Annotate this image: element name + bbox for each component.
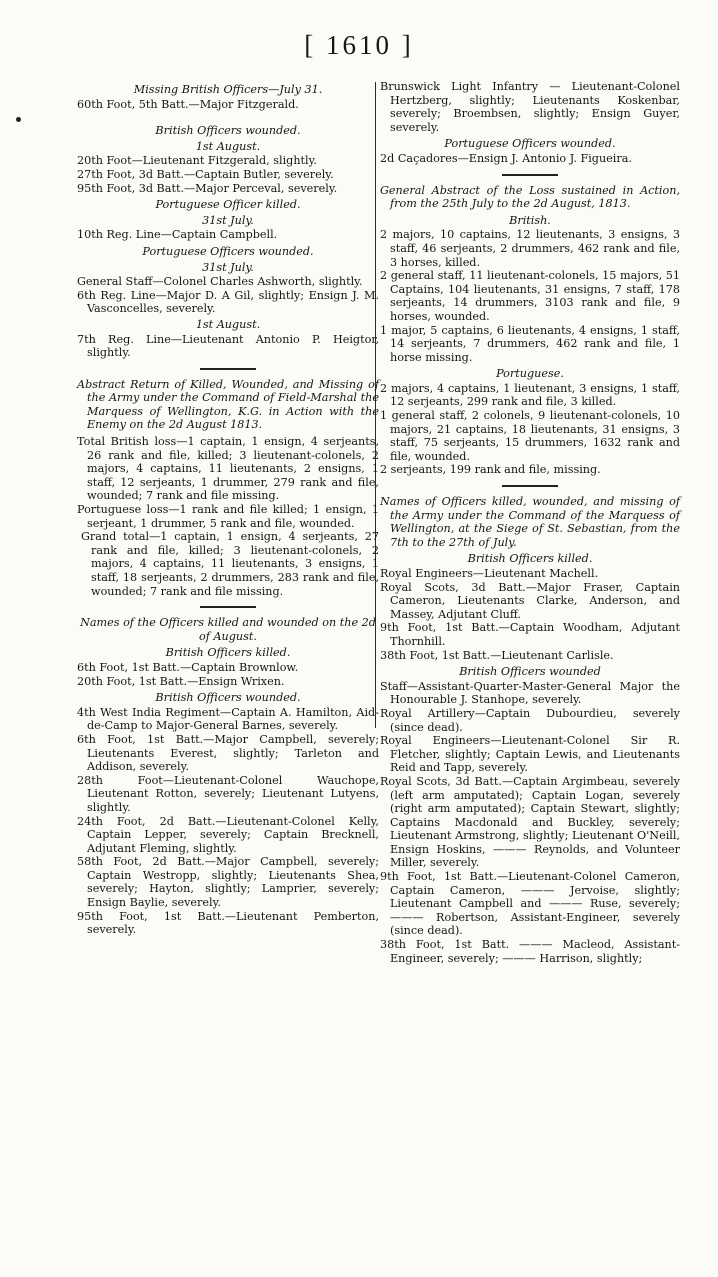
- margin-dot: [16, 117, 21, 122]
- date-heading: 1st August.: [195, 139, 261, 153]
- portuguese-loss: Portuguese loss—1 rank and file killed; 1 ensign, 1 serjeant, 1 drummer, 5 rank and file, wounded.: [77, 503, 379, 530]
- list-item: 2 majors, 10 captains, 12 lieutenants, 3 ensigns, 3 staff, 46 serjeants, 2 drummers, 462 rank and file, 3 horses, killed.: [380, 228, 680, 269]
- list-item: Royal Engineers—Lieutenant Machell.: [380, 567, 599, 580]
- list-item: 95th Foot, 3d Batt.—Major Perceval, severely.: [77, 181, 338, 195]
- list-item: 20th Foot, 1st Batt.—Ensign Wrixen.: [77, 674, 285, 688]
- list-item: General Staff—Colonel Charles Ashworth, slightly.: [77, 275, 363, 289]
- list-item: 1 major, 5 captains, 6 lieutenants, 4 ensigns, 1 staff, 14 serjeants, 7 drummers, 462 rank and file, 1 horse missing.: [380, 323, 680, 364]
- list-item: Royal Scots, 3d Batt.—Captain Argimbeau, severely (left arm amputated); Captain Logan, severely (right arm amputated); Captain Stewart, slightly; Captains Macdonald and Buckley, severely; Lieutenant Armstrong, slightly; Lieutenant O'Neill, Ensign Hoskins, ——— Reynolds, and Volunteer Miller, severely.: [380, 774, 680, 870]
- list-item: 6th Foot, 1st Batt.—Captain Brownlow.: [77, 660, 299, 674]
- list-item: 9th Foot, 1st Batt.—Captain Woodham, Adjutant Thornhill.: [380, 621, 680, 648]
- wounded-heading: British Officers wounded.: [155, 124, 301, 138]
- list-item: 27th Foot, 3d Batt.—Captain Butler, severely.: [77, 167, 334, 181]
- british-killed-heading: British Officers killed.: [165, 646, 291, 660]
- port-killed-heading: Portuguese Officer killed.: [155, 198, 301, 212]
- port-wounded-heading: Portuguese Officers wounded.: [142, 244, 314, 258]
- list-item: Royal Artillery—Captain Dubourdieu, severely (since dead).: [380, 706, 680, 734]
- british-heading: British.: [509, 213, 551, 227]
- list-item: 7th Reg. Line—Lieutenant Antonio P. Heigtor, slightly.: [77, 332, 379, 360]
- list-item: 1 general staff, 2 colonels, 9 lieutenant-colonels, 10 majors, 21 captains, 18 lieutenants, 31 ensigns, 3 staff, 75 serjeants, 15 drummers, 1632 rank and file, wounded.: [380, 409, 680, 463]
- list-item: 2 serjeants, 199 rank and file, missing.: [380, 463, 601, 477]
- siege-heading: Names of Officers killed, wounded, and missing of the Army under the Command of the Marquess of Wellington, at the Siege of St. Sebastian, from the 7th to the 27th of July.: [380, 495, 680, 549]
- date-heading: 1st August.: [195, 317, 261, 331]
- date-heading: 31st July.: [202, 260, 254, 274]
- missing-heading: Missing British Officers—July 31.: [133, 83, 323, 96]
- grand-total: Grand total—1 captain, 1 ensign, 4 serjeants, 27 rank and file, killed; 3 lieutenant-colonels, 2 majors, 4 captains, 11 lieutenants, 3 ensigns, 1 staff, 18 serjeants, 2 drummers, 283 rank and file, wounded; 7 rank and file missing.: [81, 530, 379, 598]
- list-item: 2 general staff, 11 lieutenant-colonels, 15 majors, 51 Captains, 104 lieutenants, 31 ensigns, 7 staff, 178 serjeants, 14 drummers, 3103 rank and file, 9 horses, wounded.: [380, 269, 680, 323]
- section-rule: [200, 606, 256, 608]
- siege-wounded-heading: British Officers wounded: [459, 665, 601, 679]
- section-rule: [502, 485, 558, 487]
- list-item: 38th Foot, 1st Batt. ——— Macleod, Assistant-Engineer, severely; ——— Harrison, slightly;: [380, 938, 680, 965]
- date-heading: 31st July.: [202, 213, 254, 227]
- list-item: 95th Foot, 1st Batt.—Lieutenant Pemberton, severely.: [77, 909, 379, 937]
- list-item: 6th Foot, 1st Batt.—Major Campbell, severely; Lieutenants Everest, slightly; Tarleton and Addison, severely.: [77, 732, 379, 774]
- list-item: 2 majors, 4 captains, 1 lieutenant, 3 ensigns, 1 staff, 12 serjeants, 299 rank and file, 3 killed.: [380, 381, 680, 409]
- siege-killed-heading: British Officers killed.: [467, 552, 593, 566]
- left-column: [77, 80, 379, 937]
- list-item: 10th Reg. Line—Captain Campbell.: [77, 228, 278, 242]
- british-wounded-heading: British Officers wounded.: [155, 691, 301, 705]
- portuguese-heading: Portuguese.: [496, 367, 564, 381]
- list-item: 6th Reg. Line—Major D. A Gil, slightly; Ensign J. M. Vasconcelles, severely.: [77, 288, 379, 316]
- port-wounded-heading: Portuguese Officers wounded.: [444, 137, 616, 151]
- list-item: 20th Foot—Lieutenant Fitzgerald, slightly.: [77, 154, 317, 168]
- brunswick-entry: Brunswick Light Infantry — Lieutenant-Colonel Hertzberg, slightly; Lieutenants Koskenbar, severely; Broembsen, slightly; Ensign Guyer, severely.: [380, 80, 680, 134]
- right-column: [380, 80, 680, 965]
- page-number: [ 1610 ]: [304, 30, 414, 60]
- section-rule: [200, 368, 256, 370]
- list-item: 38th Foot, 1st Batt.—Lieutenant Carlisle.: [380, 648, 614, 662]
- total-british-loss: Total British loss—1 captain, 1 ensign, 4 serjeants, 26 rank and file, killed; 3 lieutenant-colonels, 2 majors, 4 captains, 11 lieutenants, 2 ensigns, 1 staff, 12 serjeants, 1 drummer, 279 rank and file, wounded; 7 rank and file missing.: [77, 435, 379, 503]
- list-item: Royal Scots, 3d Batt.—Major Fraser, Captain Cameron, Lieutenants Clarke, Anderson, and Massey, Adjutant Cluff.: [380, 580, 680, 621]
- list-item: 9th Foot, 1st Batt.—Lieutenant-Colonel Cameron, Captain Cameron, ——— Jervoise, slightly; Lieutenant Campbell and ——— Ruse, severely; ——— Robertson, Assistant-Engineer, severely (since dead).: [380, 870, 680, 938]
- list-item: 58th Foot, 2d Batt.—Major Campbell, severely; Captain Westropp, slightly; Lieutenants Shea, severely; Hayton, slightly; Lamprier, severely; Ensign Baylie, severely.: [77, 855, 379, 910]
- list-item: Staff—Assistant-Quarter-Master-General Major the Honourable J. Stanhope, severely.: [380, 679, 680, 707]
- general-abstract-heading: General Abstract of the Loss sustained in Action, from the 25th July to the 2d August, 1813.: [380, 183, 680, 211]
- names-heading: Names of the Officers killed and wounded on the 2d of August.: [80, 616, 376, 643]
- missing-entry: 60th Foot, 5th Batt.—Major Fitzgerald.: [77, 97, 299, 111]
- section-rule: [502, 174, 558, 176]
- list-item: 4th West India Regiment—Captain A. Hamilton, Aid-de-Camp to Major-General Barnes, severely.: [77, 705, 379, 733]
- list-item: Royal Engineers—Lieutenant-Colonel Sir R. Fletcher, slightly; Captain Lewis, and Lieutenants Reid and Tapp, severely.: [380, 734, 680, 775]
- list-item: 28th Foot—Lieutenant-Colonel Wauchope, Lieutenant Rotton, severely; Lieutenant Lutyens, slightly.: [77, 773, 379, 814]
- list-item: 2d Caçadores—Ensign J. Antonio J. Figueira.: [380, 151, 632, 165]
- list-item: 24th Foot, 2d Batt.—Lieutenant-Colonel Kelly, Captain Lepper, severely; Captain Brecknell, Adjutant Fleming, slightly.: [77, 814, 379, 855]
- abstract-heading: Abstract Return of Killed, Wounded, and Missing of the Army under the Command of Field-Marshal the Marquess of Wellington, K.G. in Action with the Enemy on the 2d August 1813.: [77, 377, 379, 432]
